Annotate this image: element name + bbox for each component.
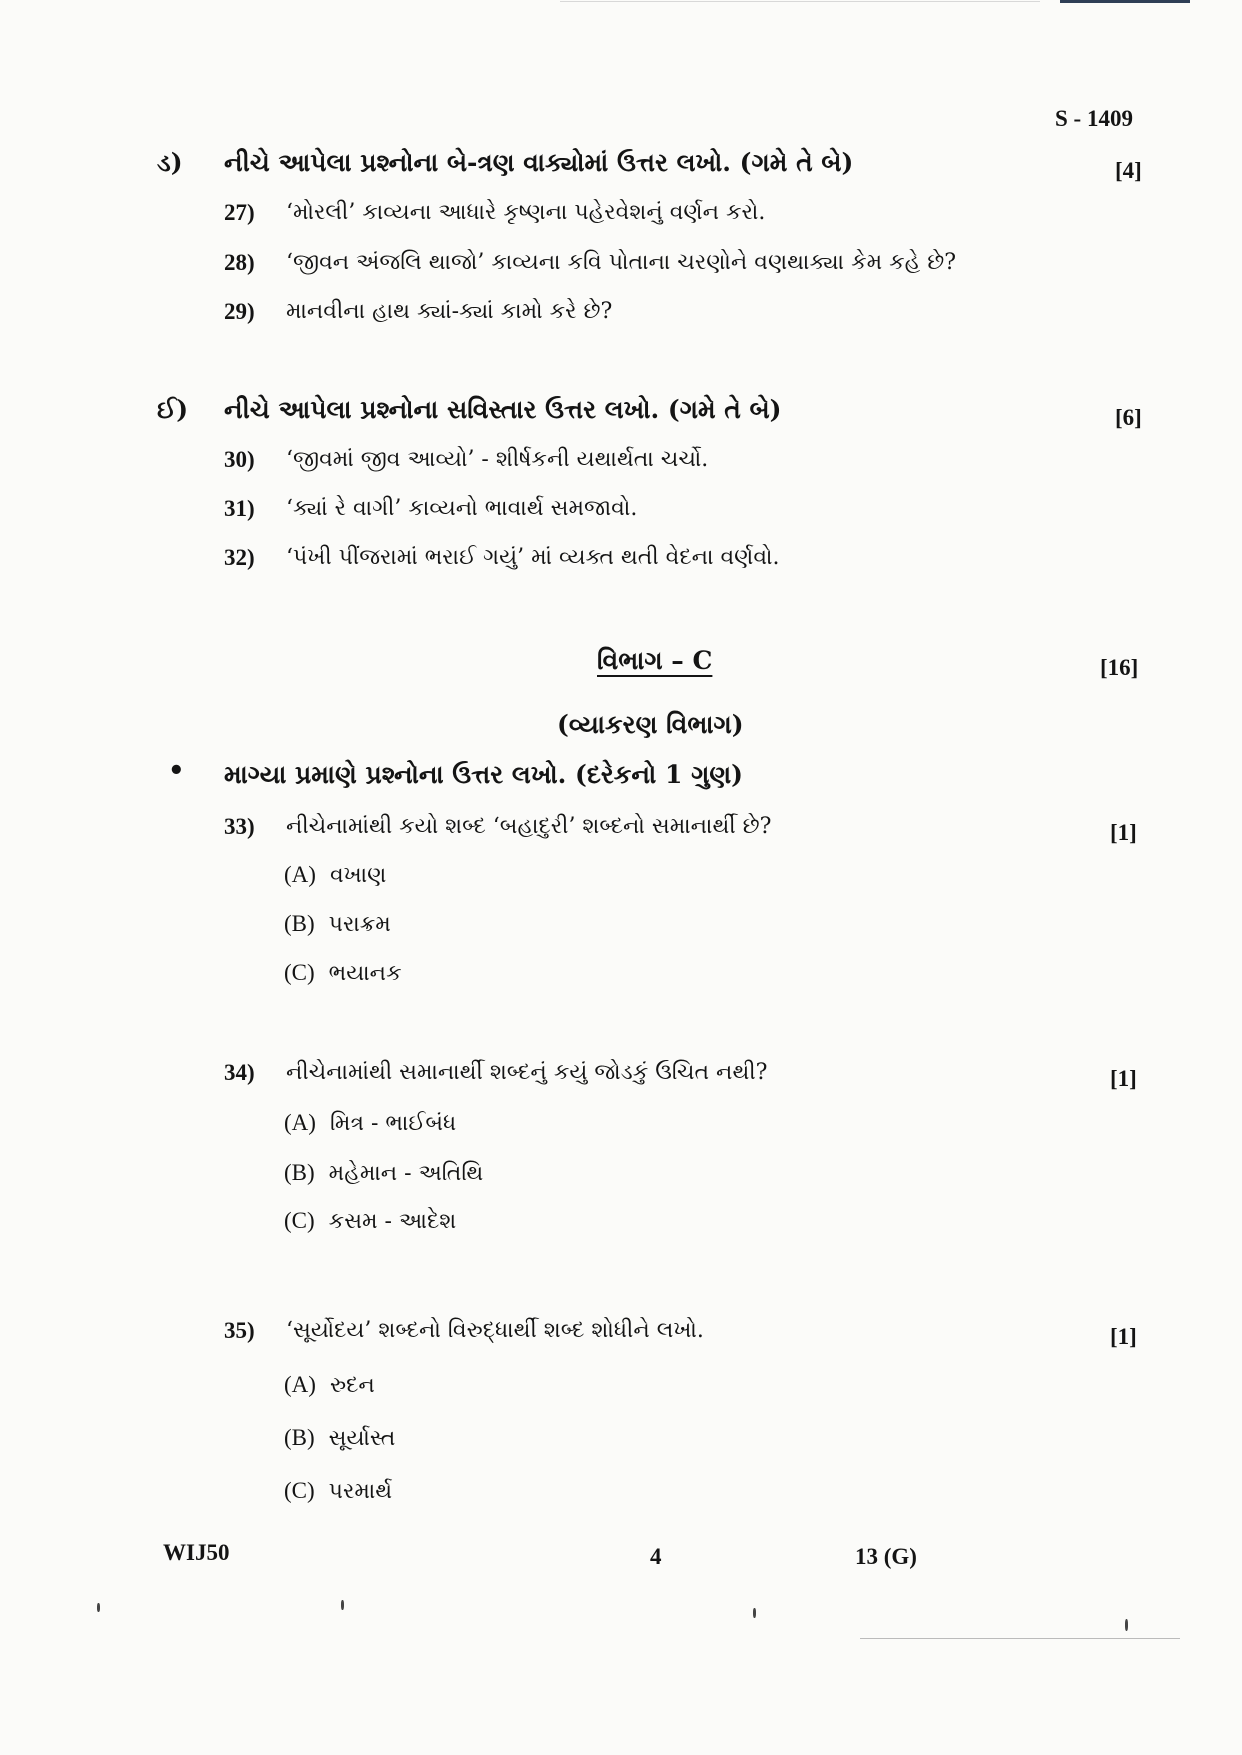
paper-code: S - 1409 xyxy=(1055,106,1133,131)
footer-paper-id: WIJ50 xyxy=(163,1540,230,1565)
question-number: 27) xyxy=(224,200,255,225)
section-e-instruction: નીચે આપેલા પ્રશ્નોના સવિસ્તાર ઉત્તર લખો. (ગમે તે બે) xyxy=(224,395,782,424)
question-text: ‘પંખી પીંજરામાં ભરાઈ ગયું’ માં વ્યક્ત થતી વેદના વર્ણવો. xyxy=(286,545,780,570)
section-d-letter: ડ) xyxy=(157,148,183,177)
question-marks: [1] xyxy=(1110,1066,1137,1091)
bullet-icon: • xyxy=(168,756,185,786)
bottom-faint-rule xyxy=(860,1638,1180,1639)
option xyxy=(284,1160,483,1186)
question-number: 29) xyxy=(224,299,255,324)
option xyxy=(284,911,391,937)
option-label: (A) xyxy=(284,1372,316,1397)
section-e-marks: [6] xyxy=(1115,405,1142,430)
option-text: ભયાનક xyxy=(328,961,402,986)
option xyxy=(284,1208,456,1234)
option-text: મહેમાન - અતિથિ xyxy=(328,1161,484,1186)
question-text: ‘મોરલી’ કાવ્યના આધારે કૃષ્ણના પહેરવેશનું વર્ણન કરો. xyxy=(286,200,766,225)
section-c-marks: [16] xyxy=(1100,655,1139,680)
option-text: મિત્ર - ભાઈબંધ xyxy=(329,1111,457,1136)
option xyxy=(284,1425,395,1451)
option-label: (B) xyxy=(284,911,315,936)
question-text: ‘સૂર્યોદય’ શબ્દનો વિરુદ્ધાર્થી શબ્દ શોધીને લખો. xyxy=(286,1318,704,1343)
question-number: 35) xyxy=(224,1318,255,1343)
option-label: (B) xyxy=(284,1160,315,1185)
top-faint-rule xyxy=(560,1,1040,2)
scan-speck xyxy=(1125,1619,1128,1631)
option-text: વખાણ xyxy=(329,863,387,888)
section-d-instruction: નીચે આપેલા પ્રશ્નોના બે-ત્રણ વાક્યોમાં ઉત્તર લખો. (ગમે તે બે) xyxy=(224,148,854,177)
option-text: રુદન xyxy=(329,1373,375,1398)
question-number: 32) xyxy=(224,545,255,570)
option-text: સૂર્યાસ્ત xyxy=(328,1426,396,1451)
option xyxy=(284,1478,392,1504)
section-c-instruction: માગ્યા પ્રમાણે પ્રશ્નોના ઉત્તર લખો. (દરેકનો 1 ગુણ) xyxy=(224,760,743,789)
question-marks: [1] xyxy=(1110,1324,1137,1349)
option-label: (C) xyxy=(284,1208,315,1233)
option xyxy=(284,862,386,888)
question-text: માનવીના હાથ ક્યાં-ક્યાં કામો કરે છે? xyxy=(286,299,613,324)
option xyxy=(284,1110,456,1136)
option-label: (A) xyxy=(284,1110,316,1135)
question-text: ‘ક્યાં રે વાગી’ કાવ્યનો ભાવાર્થ સમજાવો. xyxy=(286,496,638,521)
option-label: (B) xyxy=(284,1425,315,1450)
top-edge-rule xyxy=(1060,0,1190,3)
section-c-title: વિભાગ – C xyxy=(597,646,713,675)
question-text: ‘જીવન અંજલિ થાજો’ કાવ્યના કવિ પોતાના ચરણોને વણથાક્યા કેમ કહે છે? xyxy=(286,250,957,275)
page-number: 4 xyxy=(650,1544,662,1569)
option xyxy=(284,960,402,986)
option-text: પરમાર્થ xyxy=(328,1479,393,1504)
option xyxy=(284,1372,375,1398)
option-label: (A) xyxy=(284,862,316,887)
question-number: 30) xyxy=(224,447,255,472)
footer-code: 13 (G) xyxy=(855,1544,917,1569)
question-text: નીચેનામાંથી સમાનાર્થી શબ્દનું કયું જોડકું ઉચિત નથી? xyxy=(286,1060,768,1085)
question-number: 31) xyxy=(224,496,255,521)
question-number: 28) xyxy=(224,250,255,275)
question-number: 33) xyxy=(224,814,255,839)
section-c-subtitle: (વ્યાકરણ વિભાગ) xyxy=(557,710,744,739)
section-e-letter: ઈ) xyxy=(157,395,189,424)
question-marks: [1] xyxy=(1110,820,1137,845)
option-text: કસમ - આદેશ xyxy=(328,1209,457,1234)
question-text: ‘જીવમાં જીવ આવ્યો’ - શીર્ષકની યથાર્થતા ચર્ચો. xyxy=(286,447,709,472)
scan-speck xyxy=(753,1608,756,1618)
scan-speck xyxy=(97,1603,100,1612)
scan-speck xyxy=(341,1600,344,1610)
question-number: 34) xyxy=(224,1060,255,1085)
question-text: નીચેનામાંથી કયો શબ્દ ‘બહાદુરી’ શબ્દનો સમાનાર્થી છે? xyxy=(286,814,772,839)
option-label: (C) xyxy=(284,960,315,985)
section-d-marks: [4] xyxy=(1115,158,1142,183)
option-label: (C) xyxy=(284,1478,315,1503)
option-text: પરાક્રમ xyxy=(328,912,391,937)
